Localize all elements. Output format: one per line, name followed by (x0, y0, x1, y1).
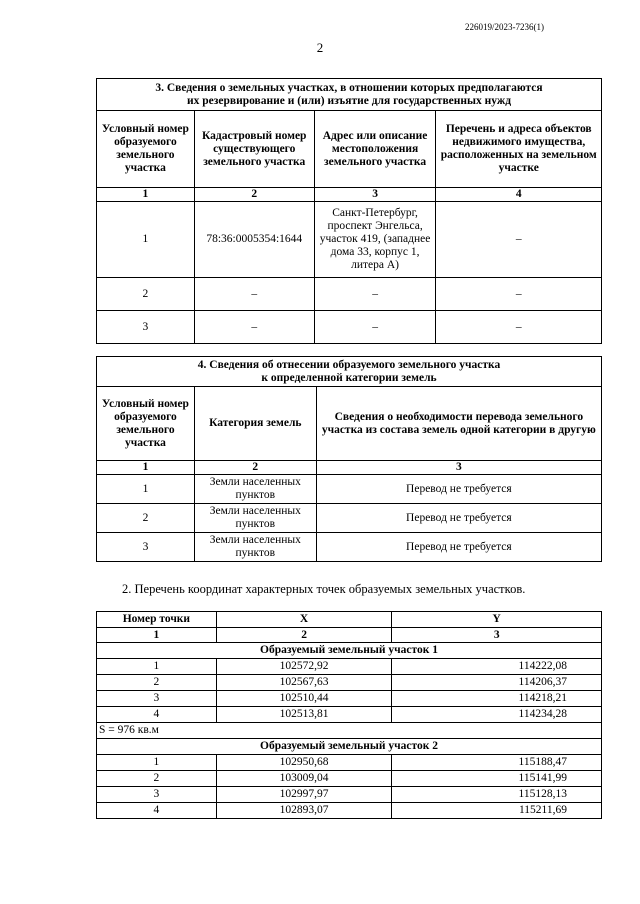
document-number: 226019/2023-7236(1) (465, 22, 544, 32)
table-row: 2 Земли населенных пунктов Перевод не требуется (97, 504, 602, 533)
s3-col-number: 2 (194, 188, 314, 202)
coordinates-table (96, 611, 602, 819)
s3-col-number: 3 (314, 188, 436, 202)
table-row: 3 – – – (97, 311, 602, 344)
table-row: 2 102567,63 114206,37 (97, 675, 602, 691)
section2-heading: 2. Перечень координат характерных точек образуемых земельных участков. (122, 582, 526, 596)
s4-col-number: 3 (316, 461, 601, 475)
s3-col-number: 4 (436, 188, 602, 202)
plot1-title: Образуемый земельный участок 1 (97, 643, 602, 659)
s3-col-number: 1 (97, 188, 195, 202)
plot1-area: S = 976 кв.м (97, 723, 602, 739)
coord-col-number: 1 (97, 628, 217, 643)
coord-col-header: X (216, 612, 392, 628)
table-row: 2 103009,04 115141,99 (97, 771, 602, 787)
coord-col-number: 3 (392, 628, 602, 643)
coord-col-header: Номер точки (97, 612, 217, 628)
table-row: 3 102510,44 114218,21 (97, 691, 602, 707)
s4-col-header: Условный номер образуемого земельного участка (97, 387, 195, 461)
s4-col-header: Категория земель (194, 387, 316, 461)
table-row: 4 102513,81 114234,28 (97, 707, 602, 723)
section3-title: 3. Сведения о земельных участках, в отношении которых предполагаются их резервирование и (или) изъятие для государственных нужд (97, 79, 602, 111)
s4-col-number: 1 (97, 461, 195, 475)
page-number: 2 (316, 40, 324, 55)
s3-col-header: Перечень и адреса объектов недвижимого имущества, расположенных на земельном участке (436, 111, 602, 188)
s3-col-header: Кадастровый номер существующего земельного участка (194, 111, 314, 188)
table-row: 1 78:36:0005354:1644 Санкт-Петербург, проспект Энгельса, участок 419, (западнее дома 33, корпус 1, литера А) – (97, 202, 602, 278)
table-row: 2 – – – (97, 278, 602, 311)
s4-col-number: 2 (194, 461, 316, 475)
s4-col-header: Сведения о необходимости перевода земельного участка из состава земель одной категории в другую (316, 387, 601, 461)
table-row: 4 102893,07 115211,69 (97, 803, 602, 819)
s3-col-header: Условный номер образуемого земельного участка (97, 111, 195, 188)
plot2-title: Образуемый земельный участок 2 (97, 739, 602, 755)
table-row: 1 102572,92 114222,08 (97, 659, 602, 675)
coord-col-header: Y (392, 612, 602, 628)
section3-table (96, 78, 602, 344)
table-row: 3 102997,97 115128,13 (97, 787, 602, 803)
table-row: 1 Земли населенных пунктов Перевод не требуется (97, 475, 602, 504)
table-row: 3 Земли населенных пунктов Перевод не требуется (97, 533, 602, 562)
section4-title: 4. Сведения об отнесении образуемого земельного участка к определенной категории земель (97, 357, 602, 387)
section4-table (96, 356, 602, 562)
s3-col-header: Адрес или описание местоположения земельного участка (314, 111, 436, 188)
table-row: 1 102950,68 115188,47 (97, 755, 602, 771)
coord-col-number: 2 (216, 628, 392, 643)
